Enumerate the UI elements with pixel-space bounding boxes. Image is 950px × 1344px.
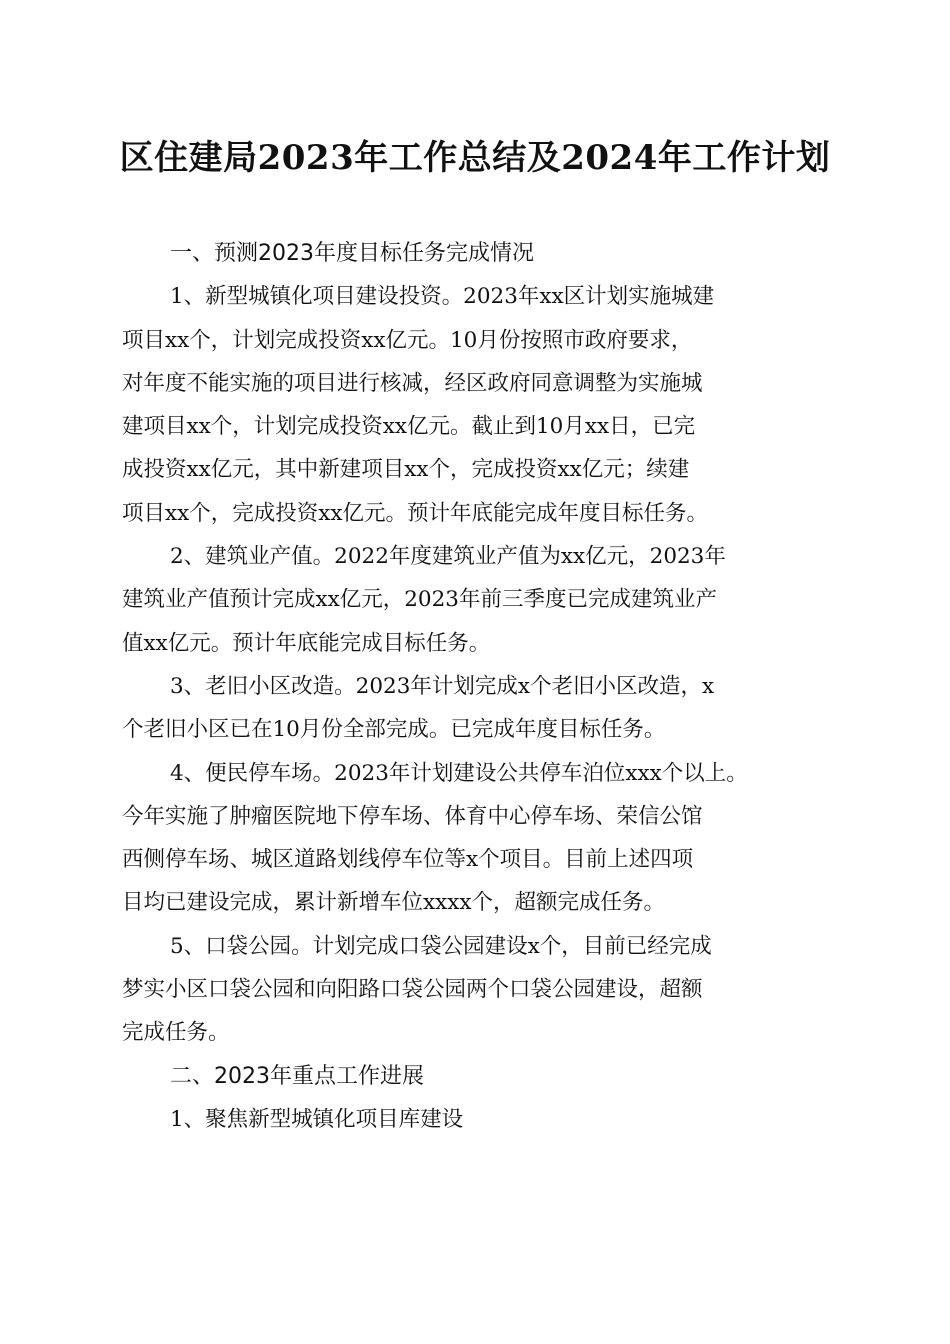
text-line: 5、口袋公园。计划完成口袋公园建设x个，目前已经完成	[170, 933, 712, 959]
text-line: 4、便民停车场。2023年计划建设公共停车泊位xxx个以上。	[170, 760, 748, 786]
text-line: 目均已建设完成，累计新增车位xxxx个，超额完成任务。	[122, 890, 666, 916]
text-line: 1、聚焦新型城镇化项目库建设	[170, 1106, 464, 1132]
paragraph-item-6	[122, 1098, 832, 1141]
document-title: 区住建局2023年工作总结及2024年工作计划	[119, 138, 831, 178]
text-line: 建项目xx个，计划完成投资xx亿元。截止到10月xx日，已完	[122, 414, 696, 440]
text-line: 1、新型城镇化项目建设投资。2023年xx区计划实施城建	[170, 284, 715, 310]
text-line: 个老旧小区已在10月份全部完成。已完成年度目标任务。	[122, 717, 666, 743]
text-line: 建筑业产值预计完成xx亿元，2023年前三季度已完成建筑业产	[122, 587, 717, 613]
text-line: 值xx亿元。预计年底能完成目标任务。	[122, 630, 491, 656]
text-line: 对年度不能实施的项目进行核减，经区政府同意调整为实施城	[122, 370, 703, 396]
text-line: 项目xx个，计划完成投资xx亿元。10月份按照市政府要求，	[122, 327, 693, 353]
text-line: 梦实小区口袋公园和向阳路口袋公园两个口袋公园建设，超额	[122, 977, 703, 1003]
text-line: 项目xx个，完成投资xx亿元。预计年底能完成年度目标任务。	[122, 500, 709, 526]
paragraph-item-3	[122, 665, 832, 752]
section-heading-2: 二、2023年重点工作进展	[170, 1063, 424, 1089]
section-heading-1: 一、预测2023年度目标任务完成情况	[170, 241, 534, 266]
paragraph-item-1	[122, 275, 832, 535]
text-line: 2、建筑业产值。2022年度建筑业产值为xx亿元，2023年	[170, 544, 726, 570]
text-line: 今年实施了肿瘤医院地下停车场、体育中心停车场、荣信公馆	[122, 803, 703, 829]
text-line: 完成任务。	[122, 1020, 230, 1046]
paragraph-item-5	[122, 925, 832, 1055]
text-line: 西侧停车场、城区道路划线停车位等x个项目。目前上述四项	[122, 847, 694, 873]
text-line: 成投资xx亿元，其中新建项目xx个，完成投资xx亿元；续建	[122, 457, 690, 483]
document-body	[122, 232, 832, 1141]
text-line: 3、老旧小区改造。2023年计划完成x个老旧小区改造，x	[170, 673, 715, 699]
paragraph-item-4	[122, 752, 832, 925]
paragraph-item-2	[122, 535, 832, 665]
